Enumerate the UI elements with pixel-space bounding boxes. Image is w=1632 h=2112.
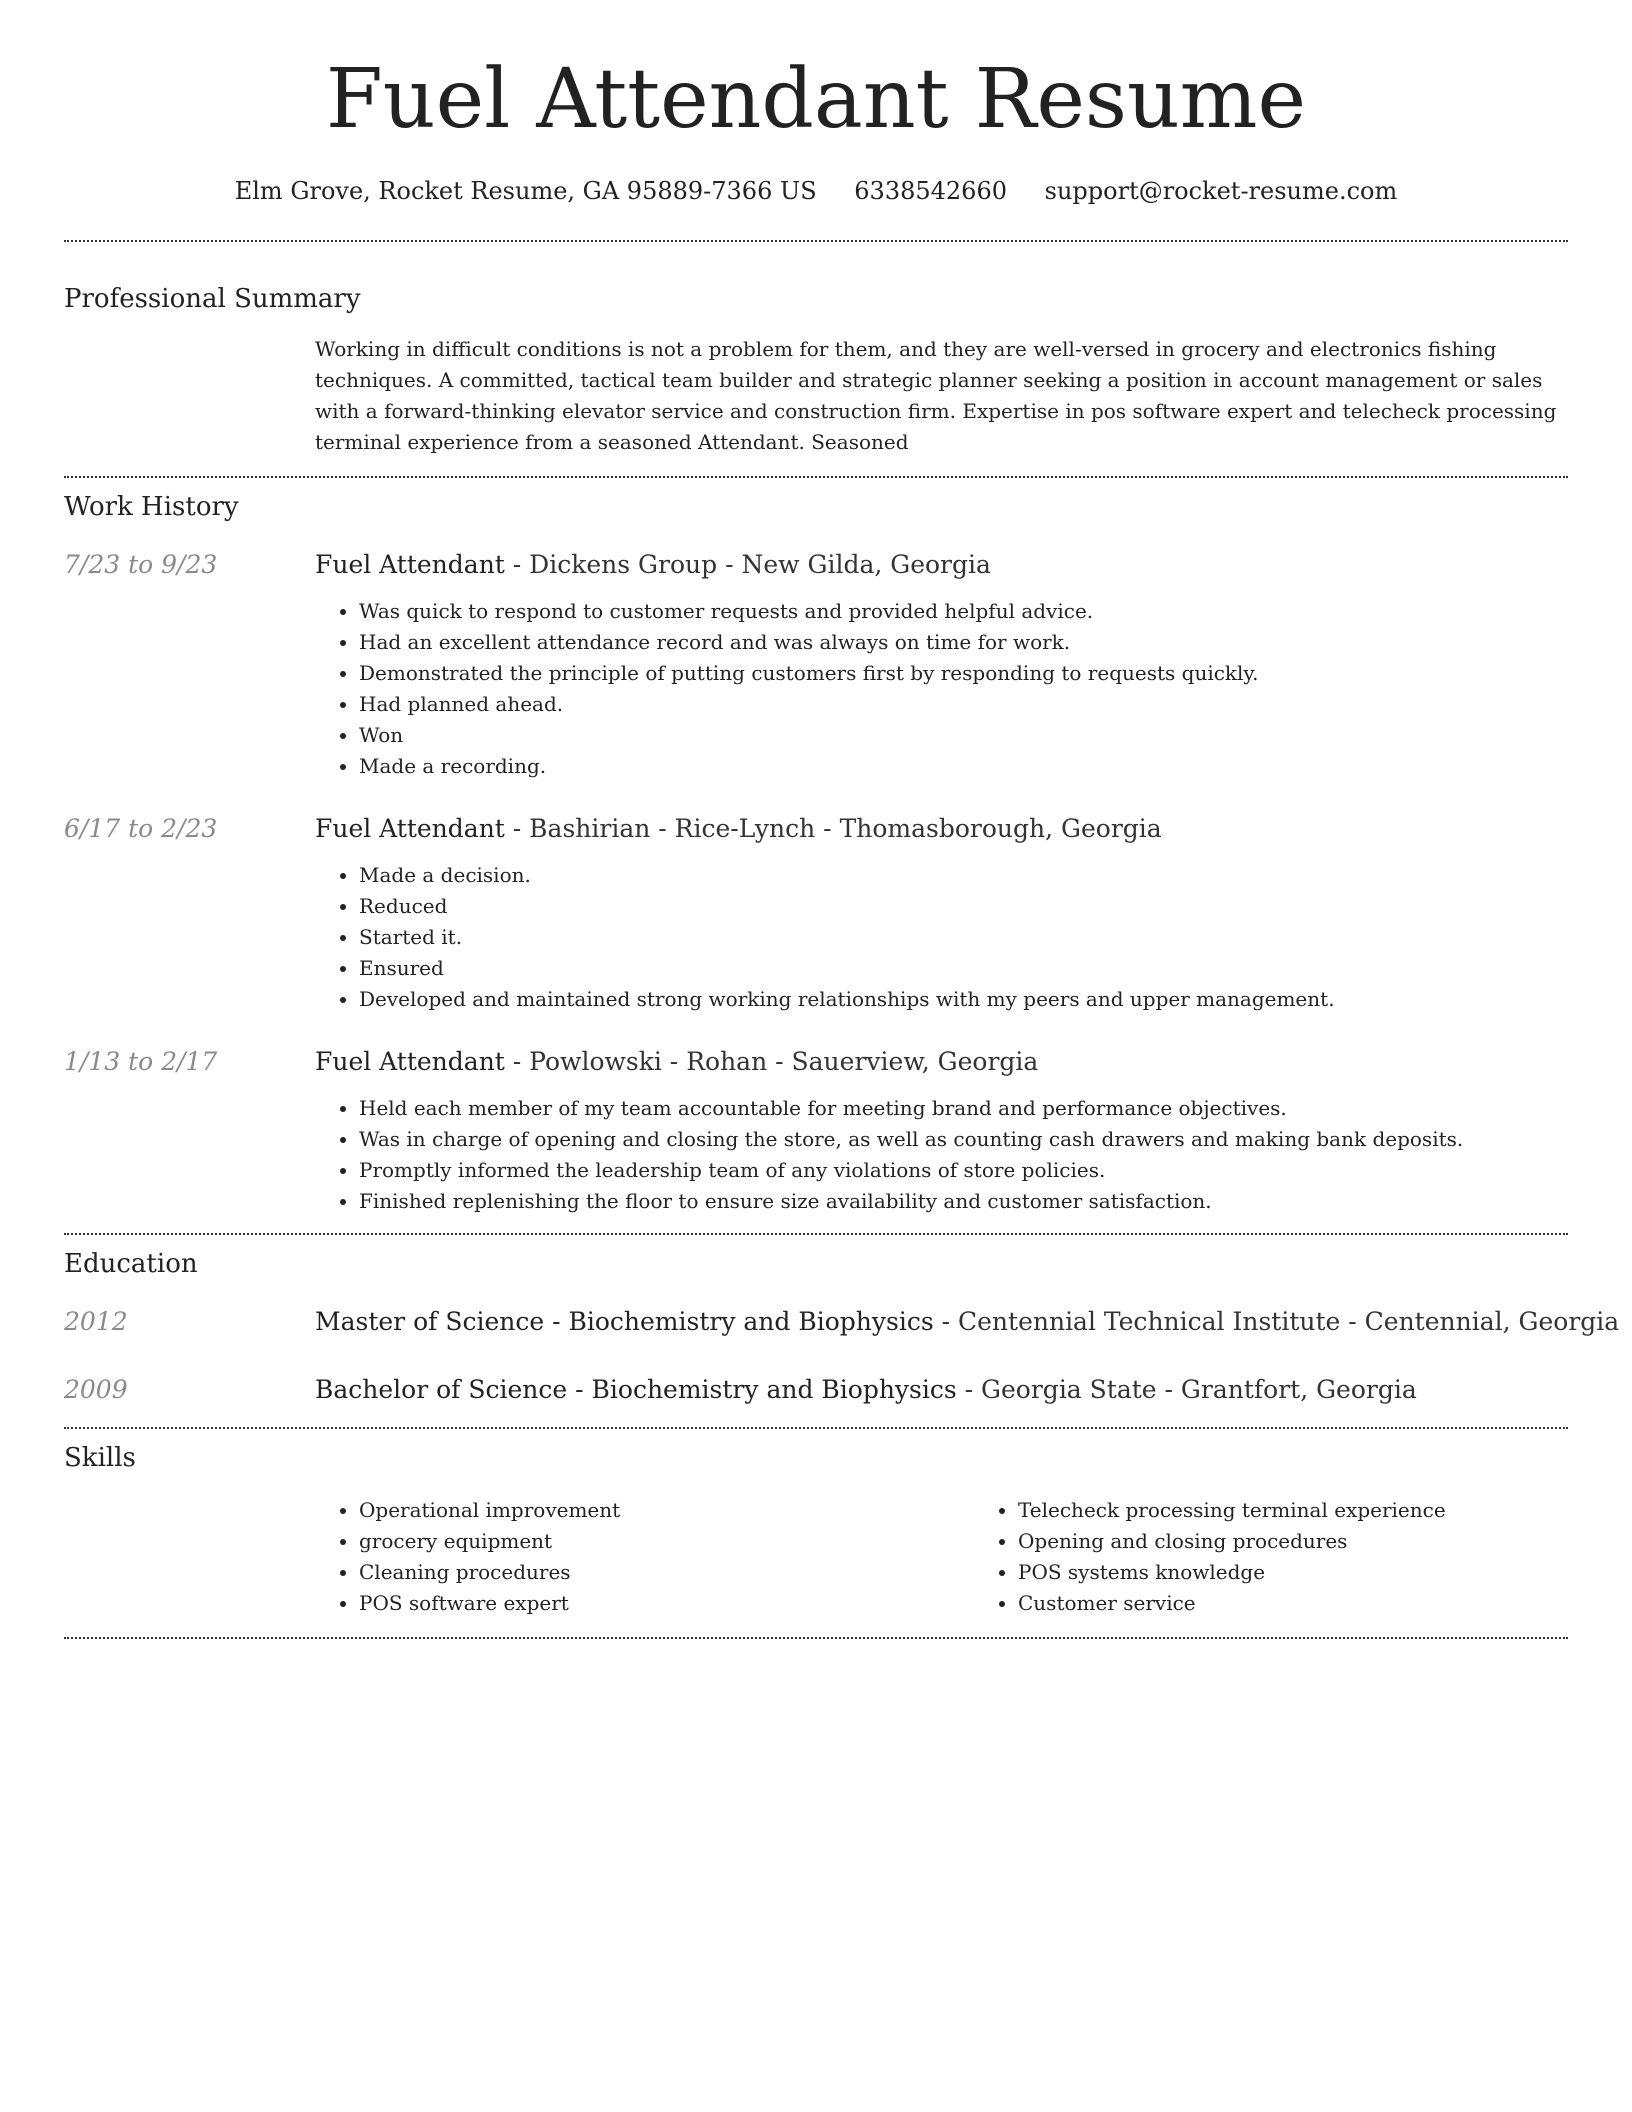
job-entry	[64, 812, 1568, 1015]
education-heading: Education	[64, 1249, 198, 1279]
work-history-heading: Work History	[64, 492, 239, 522]
education-entry	[64, 1305, 1620, 1339]
skill-item: • POS systems knowledge	[1018, 1557, 1632, 1588]
list-item: • Finished replenishing the floor to ensure size availability and customer satisfaction.	[359, 1186, 1568, 1217]
education-year: 2009	[64, 1375, 128, 1404]
summary-section	[64, 334, 1568, 458]
list-item: • Promptly informed the leadership team of any violations of store policies.	[359, 1155, 1568, 1186]
skills-heading: Skills	[64, 1443, 136, 1473]
education-degree: Master of Science - Biochemistry and Biophysics	[315, 1307, 934, 1336]
list-item: • Made a decision.	[359, 860, 1568, 891]
list-item: • Was quick to respond to customer requests and provided helpful advice.	[359, 596, 1568, 627]
education-degree: Bachelor of Science - Biochemistry and Biophysics	[315, 1375, 957, 1404]
job-bullets	[315, 860, 1568, 1015]
list-item: • Held each member of my team accountable for meeting brand and performance objectives.	[359, 1093, 1568, 1124]
list-item: • Started it.	[359, 922, 1568, 953]
job-employer: - Powlowski - Rohan - Sauerview, Georgia	[504, 1047, 1039, 1076]
job-title: Fuel Attendant	[315, 814, 505, 843]
job-dates: 7/23 to 9/23	[64, 550, 218, 579]
list-item: • Won	[359, 720, 1568, 751]
list-item: • Reduced	[359, 891, 1568, 922]
contact-phone: 6338542660	[854, 177, 1007, 205]
divider	[64, 1637, 1568, 1639]
divider	[64, 476, 1568, 478]
skill-item: • grocery equipment	[359, 1526, 974, 1557]
skills-list-right	[974, 1495, 1632, 1619]
job-title: Fuel Attendant	[315, 550, 505, 579]
list-item: • Had planned ahead.	[359, 689, 1568, 720]
skill-item: • Telecheck processing terminal experience	[1018, 1495, 1632, 1526]
job-bullets	[315, 596, 1568, 782]
skills-section	[64, 1495, 1568, 1619]
job-dates: 1/13 to 2/17	[64, 1047, 218, 1076]
skill-item: • Customer service	[1018, 1588, 1632, 1619]
education-school: - Georgia State - Grantfort, Georgia	[956, 1375, 1417, 1404]
contact-email: support@rocket-resume.com	[1044, 177, 1398, 205]
job-entry	[64, 548, 1568, 782]
skills-list-left	[315, 1495, 974, 1619]
summary-text: Working in difficult conditions is not a problem for them, and they are well-versed in grocery and electronics fishing techniques. A committed, tactical team builder and strategic planner seeking a position in account management or sales with a forward-thinking elevator service and construction firm. Expertise in pos software expert and telecheck processing terminal experience from a seasoned Attendant. Seasoned	[315, 337, 1557, 454]
list-item: • Had an excellent attendance record and was always on time for work.	[359, 627, 1568, 658]
resume-page	[64, 0, 1620, 1639]
education-year: 2012	[64, 1307, 128, 1336]
divider	[64, 1427, 1568, 1429]
list-item: • Developed and maintained strong working relationships with my peers and upper management.	[359, 984, 1568, 1015]
skill-item: • Operational improvement	[359, 1495, 974, 1526]
job-employer: - Dickens Group - New Gilda, Georgia	[504, 550, 991, 579]
skill-item: • Cleaning procedures	[359, 1557, 974, 1588]
list-item: • Demonstrated the principle of putting customers first by responding to requests quickly.	[359, 658, 1568, 689]
summary-heading: Professional Summary	[64, 284, 361, 314]
job-title: Fuel Attendant	[315, 1047, 505, 1076]
contact-line	[64, 172, 1568, 210]
education-entry	[64, 1373, 1568, 1407]
contact-address: Elm Grove, Rocket Resume, GA 95889-7366 US	[234, 177, 817, 205]
job-heading	[315, 548, 1568, 582]
job-bullets	[315, 1093, 1568, 1217]
job-entry	[64, 1045, 1568, 1217]
job-employer: - Bashirian - Rice-Lynch - Thomasborough, Georgia	[504, 814, 1162, 843]
job-heading	[315, 812, 1568, 846]
page-title: Fuel Attendant Resume	[325, 52, 1307, 147]
divider	[64, 1233, 1568, 1235]
list-item: • Was in charge of opening and closing the store, as well as counting cash drawers and making bank deposits.	[359, 1124, 1568, 1155]
skill-item: • POS software expert	[359, 1588, 974, 1619]
job-dates: 6/17 to 2/23	[64, 814, 218, 843]
divider	[64, 240, 1568, 242]
list-item: • Made a recording.	[359, 751, 1568, 782]
job-heading	[315, 1045, 1568, 1079]
education-school: - Centennial Technical Institute - Centennial, Georgia	[933, 1307, 1620, 1336]
list-item: • Ensured	[359, 953, 1568, 984]
skill-item: • Opening and closing procedures	[1018, 1526, 1632, 1557]
